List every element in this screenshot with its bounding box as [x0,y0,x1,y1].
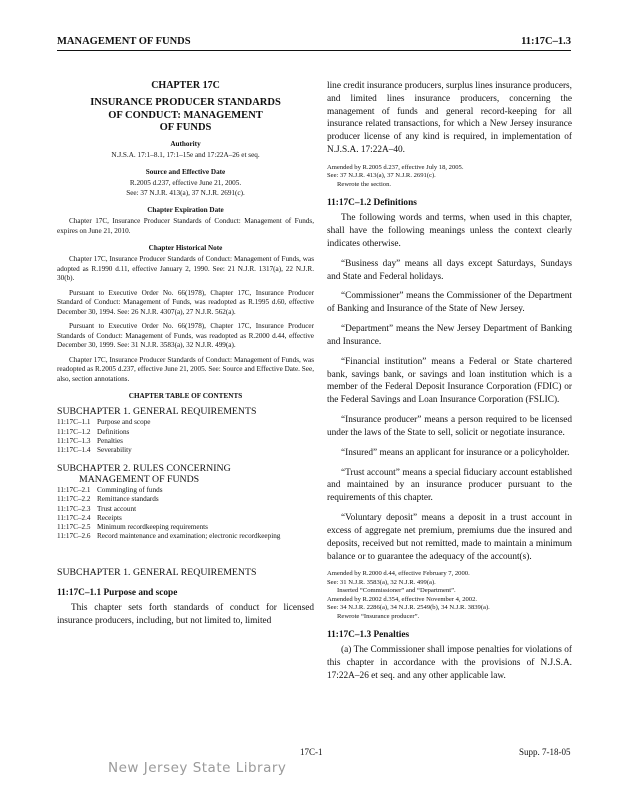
toc-subchapter-1: SUBCHAPTER 1. GENERAL REQUIREMENTS [57,406,257,418]
toc-list-1 [57,418,314,455]
section-1-3-text: (a) The Commissioner shall impose penalties for violations of this chapter in accordance with the provisions of N.J.S.A. 17:22A–26 et seq. and any other applicable law. [327,644,572,681]
history-notes: Chapter 17C, Insurance Producer Standards of Conduct: Management of Funds, was adopted as R.1990 d.11, effective January 2, 1990. See: 21 N.J.R. 1317(a), 22 N.J.R. 30(b). Pursuant to Executive Order No. 66(1978), Chapter 17C, Insurance Producer Standard of Conduct: Management of Funds, was readopted as R.1995 d.60, effective December 30, 1994. See: 26 N.J.R. 4307(a), 27 N.J.R. 562(a). Pursuant to Executive Order No. 66(1978), Chapter 17C, Insurance Producer Standards of Conduct: Management of Funds, was readopted as R.2000 d.44, effective December 30, 1999. See: 31 N.J.R. 3583(a), 32 N.J.R. 499(a). Chapter 17C, Insurance Producer Standards of Conduct: Management of Funds, was readopted as R.2005 d.237, effective June 21, 2005. See: Source and Effective Date. See, also, section annotations. [57,255,314,383]
definition-item: “Department” means the New Jersey Department of Banking and Insurance. [327,324,572,347]
toc-list-2 [57,486,314,541]
toc-entry: 11:17C–2.6 Record maintenance and examination; electronic recordkeeping [57,532,281,541]
section-1-1-continued: line credit insurance producers, surplus lines insurance producers, and limited lines insurance producers, concerning the management of funds and general record-keeping for all insurance related transactions, for which a New Jersey insurance producer license of any kind is required, in implementation of N.J.S.A. 17:22A–40. [327,81,572,156]
page-number: 17C-1 [300,747,323,757]
subchapter-1-heading: SUBCHAPTER 1. GENERAL REQUIREMENTS [57,567,257,579]
toc-entry: 11:17C–2.1 Commingling of funds [57,486,163,495]
amendment-note-2: Amended by R.2000 d.44, effective February 7, 2000. See: 31 N.J.R. 3583(a), 32 N.J.R. 499(a). Inserted “Commissioner” and “Department”. Amended by R.2002 d.354, effective November 4, 2002. See: 34 N.J.R. 2286(a), 34 N.J.R. 2549(b), 34 N.J.R. 3839(a). Rewrote “Insurance producer”. [327,570,490,620]
source-text: R.2005 d.237, effective June 21, 2005. See: 37 N.J.R. 413(a), 37 N.J.R. 2691(c). [126,179,245,197]
library-stamp: New Jersey State Library [108,760,287,776]
expiration-text: Chapter 17C, Insurance Producer Standards of Conduct: Management of Funds, expires on June 21, 2010. [57,217,314,235]
definition-item: “Financial institution” means a Federal or State chartered bank, savings bank, or savings and loan institution which is a member of the Federal Deposit Insurance Corporation (FDIC) or the Federal Savings and Loan Insurance Corporation (FSLIC). [327,356,572,406]
definition-item: “Insured” means an applicant for insurance or a policyholder. [341,447,570,458]
definitions-intro: The following words and terms, when used in this chapter, shall have the following meanings unless the context clearly indicates otherwise. [327,213,572,249]
running-header [57,36,571,51]
toc-entry: 11:17C–2.5 Minimum recordkeeping requirements [57,523,208,532]
toc-entry: 11:17C–2.2 Remittance standards [57,495,159,504]
expiration-heading: Chapter Expiration Date [147,206,224,215]
toc-entry: 11:17C–1.4 Severability [57,445,132,454]
definition-item: “Trust account” means a special fiduciary account established and maintained by an insurance producer pursuant to the requirements of this chapter. [327,467,572,504]
header-section: 11:17C–1.3 [521,36,571,47]
definition-item: “Commissioner” means the Commissioner of the Department of Banking and Insurance of the State of New Jersey. [327,291,572,315]
section-1-2-heading: 11:17C–1.2 Definitions [327,198,417,209]
chapter-number: CHAPTER 17C [151,80,220,91]
toc-entry: 11:17C–1.2 Definitions [57,427,130,436]
header-title: MANAGEMENT OF FUNDS [57,36,191,47]
definition-item: “Voluntary deposit” means a deposit in a trust account in excess of aggregate net premium, premiums due the insured and deposits, received but not remitted, made to maintain a minimum balance or to guarantee the adequacy of the account(s). [327,513,572,562]
left-column [57,80,314,635]
definition-item: “Business day” means all days except Saturdays, Sundays and State and Federal holidays. [327,258,572,282]
supplement-date: Supp. 7-18-05 [519,747,571,757]
section-1-1-heading: 11:17C–1.1 Purpose and scope [57,588,178,599]
toc-heading: CHAPTER TABLE OF CONTENTS [128,392,243,401]
amendment-note-1: Amended by R.2005 d.237, effective July 18, 2005. See: 37 N.J.R. 413(a), 37 N.J.R. 2691(c). Rewrote the section. [327,163,464,188]
toc-entry: 11:17C–1.1 Purpose and scope [57,418,151,427]
section-1-3-heading: 11:17C–1.3 Penalties [327,629,410,640]
section-1-1-text: This chapter sets forth standards of conduct for licensed insurance producers, including, but not limited to, limited [57,603,314,627]
authority-text: N.J.S.A. 17:1–8.1, 17:1–15e and 17:22A–26 et seq. [111,150,260,159]
chapter-title: INSURANCE PRODUCER STANDARDS OF CONDUCT: MANAGEMENT OF FUNDS [90,97,281,134]
source-heading: Source and Effective Date [145,168,226,177]
toc-entry: 11:17C–2.4 Receipts [57,513,122,522]
definition-item: “Insurance producer” means a person required to be licensed under the laws of the State to sell, solicit or negotiate insurance. [327,415,572,438]
right-column [327,80,572,689]
history-heading: Chapter Historical Note [148,244,223,253]
authority-heading: Authority [170,139,201,148]
toc-entry: 11:17C–1.3 Penalties [57,436,123,445]
toc-entry: 11:17C–2.3 Trust account [57,504,137,513]
toc-subchapter-2: SUBCHAPTER 2. RULES CONCERNING MANAGEMENT OF FUNDS [57,463,231,486]
